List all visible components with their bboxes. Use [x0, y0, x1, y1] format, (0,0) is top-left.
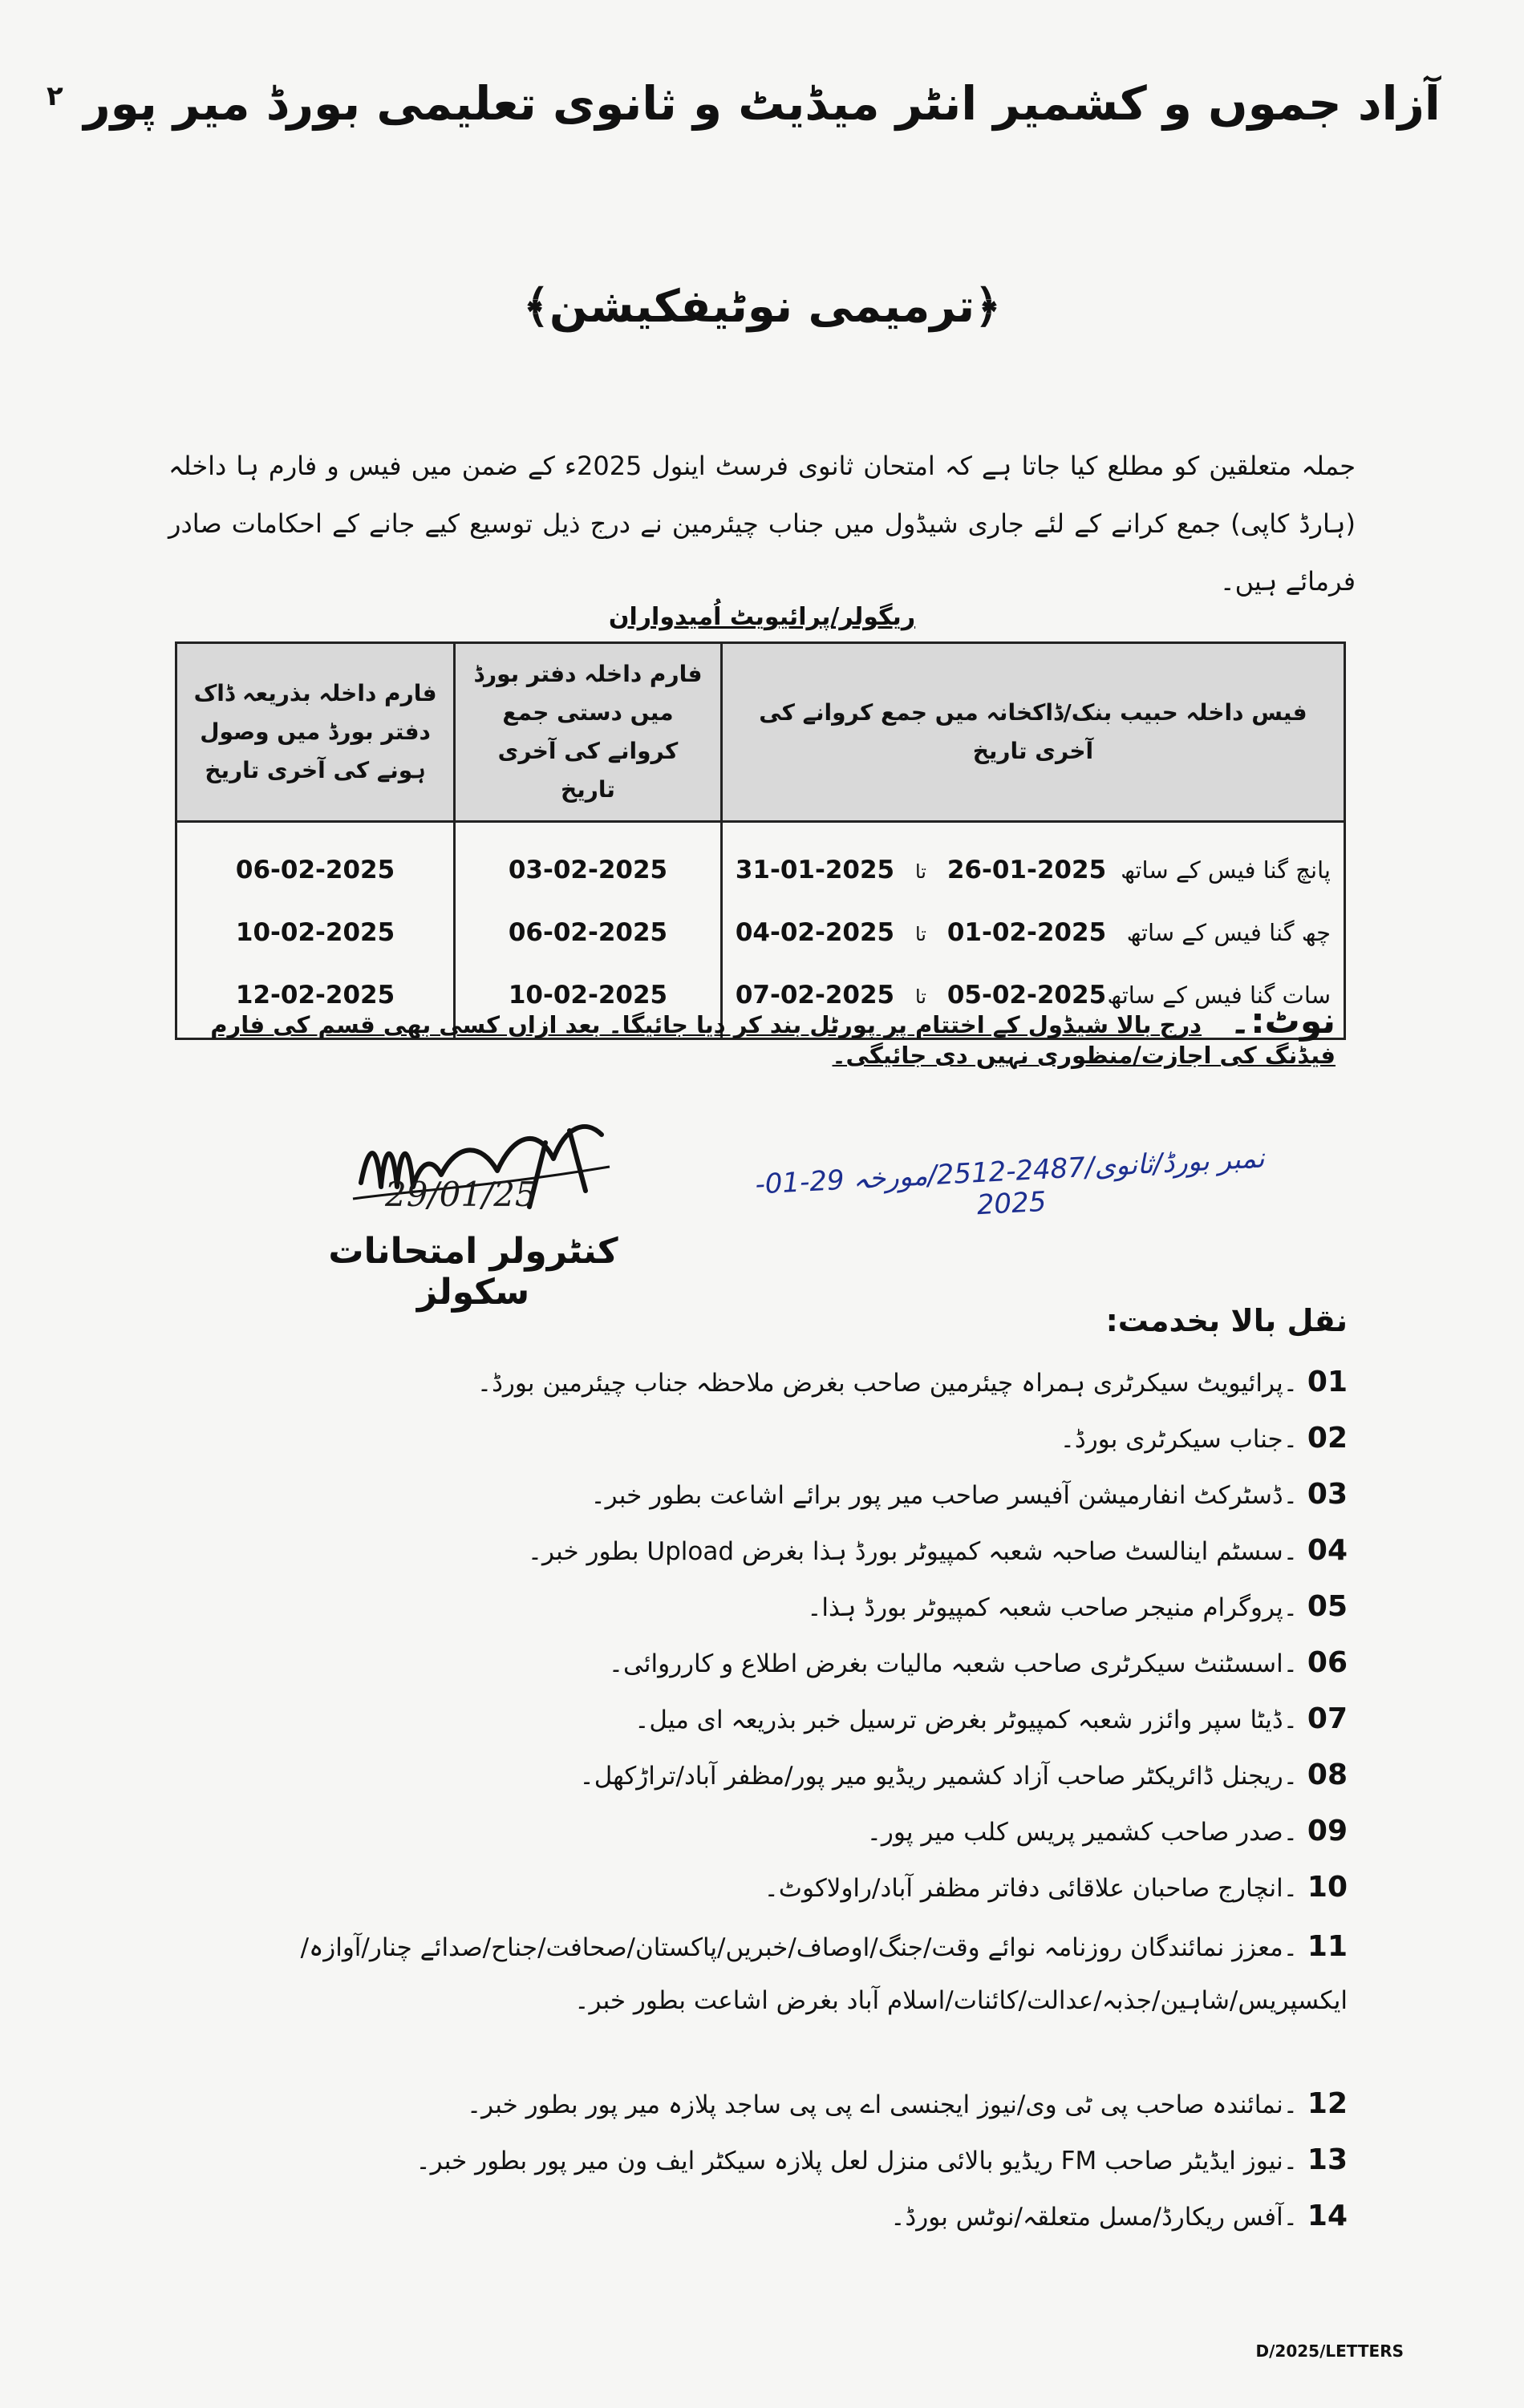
note-text: درج بالا شیڈول کے اختتام پر پورٹل بند کر دیا جائیگا۔ بعد ازاں کسی بھی قسم کی فارم فیڈنگ کی اجازت/منظوری نہیں دی جائیگی۔: [210, 1011, 1336, 1069]
list-item: [415, 2137, 1348, 2184]
list-item: [890, 2193, 1348, 2240]
item-text: ۔معزز نمائندگان روزنامہ نوائے وقت/جنگ/اوصاف/خبریں/پاکستان/صحافت/جناح/صدائے چنار/آوازہ/ایکسپریس/شاہین/جذبہ/عدالت/کائنات/اسلام آباد بغرض اشاعت بطور خبر۔: [300, 1933, 1348, 2015]
copy-to-heading: نقل بالا بخدمت:: [1105, 1303, 1348, 1338]
schedule-caption: ریگولر/پرائیویٹ اُمیدواران: [608, 603, 916, 631]
item-number: 01: [1307, 1366, 1348, 1398]
item-number: 03: [1307, 1478, 1348, 1511]
fee-to-word: تا: [914, 985, 926, 1008]
board-title: آزاد جموں و کشمیر انٹر میڈیٹ و ثانوی تعلیمی بورڈ میر پور: [83, 76, 1441, 131]
list-item: [609, 1640, 1348, 1687]
item-number: 13: [1307, 2143, 1348, 2176]
list-item: [528, 1528, 1348, 1575]
schedule-header-row: [176, 643, 1345, 822]
list-item: [591, 1471, 1348, 1519]
reference-number: نمبر بورڈ/ثانوی/2487-2512/مورخہ 29-01-2025: [754, 1142, 1266, 1222]
table-row: [176, 822, 1345, 902]
list-item: [764, 1864, 1348, 1912]
item-text: ۔نیوز ایڈیٹر صاحب FM ریڈیو بالائی منزل لعل پلازہ سیکٹر ایف ون میر پور بطور خبر۔: [415, 2147, 1298, 2175]
fee-label: پانچ گنا فیس کے ساتھ: [1121, 856, 1331, 884]
margin-mark: ۲: [47, 80, 63, 112]
list-item: [225, 1920, 1348, 2027]
fee-cell: [721, 901, 1344, 964]
table-row: [176, 901, 1345, 964]
item-number: 04: [1307, 1534, 1348, 1567]
item-text: ۔ڈسٹرکٹ انفارمیشن آفیسر صاحب میر پور برائے اشاعت بطور خبر۔: [590, 1481, 1298, 1510]
fee-to-date: 07-02-2025: [735, 981, 895, 1010]
fee-from-date: 05-02-2025: [946, 981, 1107, 1010]
header-fee-deadline: فیس داخلہ حبیب بنک/ڈاکخانہ میں جمع کروانے کی آخری تاریخ: [721, 643, 1344, 822]
hand-date: 06-02-2025: [455, 901, 722, 964]
list-item: [467, 2081, 1348, 2128]
fee-from-date: 01-02-2025: [946, 918, 1107, 947]
item-text: ۔ڈیٹا سپر وائزر شعبہ کمپیوٹر بغرض ترسیل خبر بذریعہ ای میل۔: [634, 1706, 1298, 1734]
item-number: 14: [1307, 2200, 1348, 2232]
item-text: ۔پرائیویٹ سیکرٹری ہمراہ چیئرمین صاحب بغرض ملاحظہ جناب چیئرمین بورڈ۔: [476, 1369, 1298, 1398]
item-text: ۔اسسٹنٹ سیکرٹری صاحب شعبہ مالیات بغرض اطلاع و کارروائی۔: [608, 1649, 1298, 1678]
item-text: ۔جناب سیکرٹری بورڈ۔: [1060, 1425, 1298, 1454]
list-item: [477, 1359, 1348, 1406]
header-post-deadline: فارم داخلہ بذریعہ ڈاک دفتر بورڈ میں وصول ہونے کی آخری تاریخ: [176, 643, 455, 822]
list-item: [807, 1584, 1348, 1631]
item-text: ۔انچارج صاحبان علاقائی دفاتر مظفر آباد/راولاکوٹ۔: [764, 1874, 1298, 1903]
item-text: ۔آفس ریکارڈ/مسل متعلقہ/نوٹس بورڈ۔: [890, 2203, 1298, 2232]
signatory-designation: کنٹرولر امتحانات سکولز: [328, 1231, 618, 1313]
fee-to-word: تا: [914, 860, 926, 883]
item-text: ۔صدر صاحب کشمیر پریس کلب میر پور۔: [866, 1818, 1298, 1847]
item-text: ۔سسٹم اینالسٹ صاحبہ شعبہ کمپیوٹر بورڈ ہذا بغرض Upload بطور خبر۔: [527, 1537, 1298, 1566]
item-text: ۔نمائندہ صاحب پی ٹی وی/نیوز ایجنسی اے پی پی ساجد پلازہ میر پور بطور خبر۔: [466, 2090, 1298, 2119]
post-date: 06-02-2025: [176, 822, 455, 902]
list-item: [1060, 1415, 1348, 1463]
post-date: 12-02-2025: [176, 964, 455, 1039]
schedule-table: [175, 641, 1346, 1040]
header-hand-deadline: فارم داخلہ دفتر بورڈ میں دستی جمع کروانے کی آخری تاریخ: [455, 643, 722, 822]
item-number: 09: [1307, 1815, 1348, 1847]
post-date: 10-02-2025: [176, 901, 455, 964]
list-item: [580, 1752, 1348, 1799]
item-number: 12: [1307, 2087, 1348, 2120]
fee-to-word: تا: [914, 923, 926, 945]
item-text: ۔ریجنل ڈائریکٹر صاحب آزاد کشمیر ریڈیو میر پور/مظفر آباد/تراڑکھل۔: [579, 1762, 1298, 1791]
item-number: 07: [1307, 1702, 1348, 1735]
footer-code: D/2025/LETTERS: [1255, 2341, 1404, 2361]
item-number: 11: [1307, 1930, 1348, 1963]
hand-date: 03-02-2025: [455, 822, 722, 902]
list-item: [867, 1808, 1348, 1856]
fee-from-date: 26-01-2025: [946, 856, 1107, 884]
item-number: 08: [1307, 1758, 1348, 1791]
fee-label: چھ گنا فیس کے ساتھ: [1126, 919, 1331, 946]
item-text: ۔پروگرام منیجر صاحب شعبہ کمپیوٹر بورڈ ہذا۔: [807, 1593, 1298, 1622]
item-number: 02: [1307, 1422, 1348, 1455]
note: [180, 1001, 1336, 1070]
notification-title: ﴿ترمیمی نوٹیفکیشن﴾: [523, 281, 1001, 333]
signature-date: 29/01/25: [385, 1175, 537, 1214]
hand-date: 10-02-2025: [455, 964, 722, 1039]
intro-paragraph: جملہ متعلقین کو مطلع کیا جاتا ہے کہ امتحان ثانوی فرسٹ اینول 2025ء کے ضمن میں فیس و فارم ہا داخلہ (ہارڈ کاپی) جمع کرانے کے لئے جاری شیڈول میں جناب چیئرمین نے درج ذیل توسیع کیے جانے کے احکامات صادر فرمائے ہیں۔: [168, 451, 1356, 597]
fee-label: سات گنا فیس کے ساتھ: [1107, 981, 1331, 1009]
item-number: 05: [1307, 1590, 1348, 1623]
item-number: 10: [1307, 1871, 1348, 1904]
note-label: نوٹ:۔: [1230, 1001, 1336, 1042]
fee-to-date: 31-01-2025: [735, 856, 895, 884]
fee-to-date: 04-02-2025: [735, 918, 895, 947]
list-item: [634, 1696, 1348, 1743]
fee-cell: [721, 822, 1344, 902]
item-number: 06: [1307, 1646, 1348, 1679]
